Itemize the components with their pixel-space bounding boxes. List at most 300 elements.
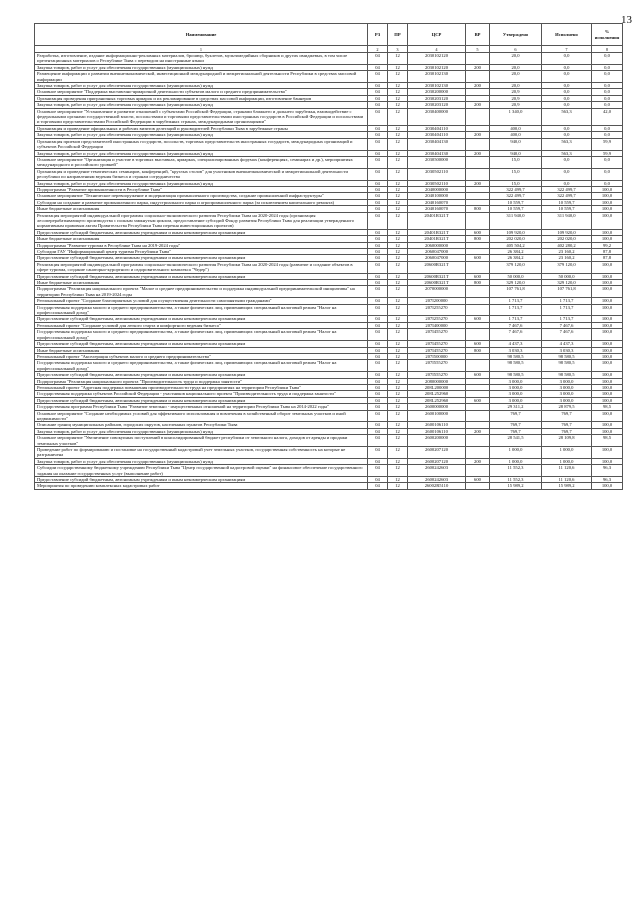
cell-name: Размещение информации о развитии внешнеэкономической, инвестиционной международной и межрегиональной деятельности Республики в средствах массовой информации bbox=[35, 71, 368, 83]
cell-pr: 12 bbox=[388, 410, 408, 422]
cell-approved: 10 559,7 bbox=[490, 206, 542, 212]
cell-rz: 04 bbox=[368, 372, 388, 378]
cell-approved: 1 000,0 bbox=[490, 447, 542, 459]
cell-csr: 207I255270 bbox=[408, 304, 466, 316]
cell-rz: 04 bbox=[368, 298, 388, 304]
cell-executed: 563,3 bbox=[542, 108, 592, 125]
cell-approved: 3 000,0 bbox=[490, 378, 542, 384]
cell-pr: 12 bbox=[388, 89, 408, 95]
cell-rz: 04 bbox=[368, 206, 388, 212]
cell-executed: 322 499,7 bbox=[542, 186, 592, 192]
cell-pr: 12 bbox=[388, 71, 408, 83]
cell-name: Предоставление субсидий бюджетным, автономным учреждениям и иным некоммерческим организациям bbox=[35, 477, 368, 483]
table-row bbox=[35, 108, 623, 125]
cell-percent: 100,0 bbox=[592, 378, 623, 384]
cell-name: Реализация мероприятий индивидуальной программы социально-экономического развития Республики Тыва на 2020-2024 годы (организация лесоперерабатывающего производства с полным замкнутым циклом, предоставление субсидий Фонду развития Республики Тыва для реализации утвержденного нормативным правовым актом Правительства Республики Тыва перечня инвестиционных проектов) bbox=[35, 212, 368, 229]
cell-percent: 0,0 bbox=[592, 132, 623, 138]
cell-executed: 11 120,6 bbox=[542, 477, 592, 483]
cell-rz: 04 bbox=[368, 186, 388, 192]
cell-vr: 800 bbox=[466, 236, 490, 242]
cell-executed: 1 713,7 bbox=[542, 298, 592, 304]
cell-csr: 2030404110 bbox=[408, 125, 466, 131]
cell-rz: 04 bbox=[368, 180, 388, 186]
cell-name: Организация и проведение тематических семинаров, конференций, "круглых столов" для участников внешнеэкономической и межрегиональной деятельности республики по направлениям ведения бизнеса и странам сотрудничества bbox=[35, 168, 368, 180]
cell-approved: 28 541,5 bbox=[490, 435, 542, 447]
cell-executed: 0,0 bbox=[542, 102, 592, 108]
cell-csr: 2040100000 bbox=[408, 193, 466, 199]
cell-rz: 04 bbox=[368, 249, 388, 255]
cell-csr: 2030502110 bbox=[408, 168, 466, 180]
cell-vr bbox=[466, 329, 490, 341]
cell-percent: 96,3 bbox=[592, 465, 623, 477]
cell-executed: 329 120,0 bbox=[542, 280, 592, 286]
cell-vr bbox=[466, 53, 490, 65]
cell-rz: 04 bbox=[368, 150, 388, 156]
cell-pr: 12 bbox=[388, 125, 408, 131]
cell-rz: 04 bbox=[368, 95, 388, 101]
cell-executed: 1 713,7 bbox=[542, 316, 592, 322]
cell-percent: 100,0 bbox=[592, 322, 623, 328]
cell-name: Предоставление субсидий бюджетным, автономным учреждениям и иным некоммерческим организациям bbox=[35, 255, 368, 261]
cell-pr: 12 bbox=[388, 428, 408, 434]
cell-executed: 3 000,0 bbox=[542, 378, 592, 384]
cell-rz: 04 bbox=[368, 435, 388, 447]
table-row bbox=[35, 286, 623, 298]
cell-csr: 2600100000 bbox=[408, 410, 466, 422]
cell-csr: 2030502110 bbox=[408, 180, 466, 186]
cell-name: Основное мероприятие "Создание необходимых условий для эффективного использования и вовлечения в хозяйственный оборот земельных участков и иной недвижимости" bbox=[35, 410, 368, 422]
cell-approved: 98 580,5 bbox=[490, 372, 542, 378]
cell-name: Предоставление субсидий бюджетным, автономным учреждениям и иным некоммерческим организациям bbox=[35, 372, 368, 378]
cell-vr: 200 bbox=[466, 83, 490, 89]
cell-pr: 12 bbox=[388, 53, 408, 65]
cell-percent: 87,8 bbox=[592, 249, 623, 255]
cell-csr: 2600207120 bbox=[408, 447, 466, 459]
cell-rz: 04 bbox=[368, 397, 388, 403]
cell-pr: 12 bbox=[388, 372, 408, 378]
cell-approved: 98 580,5 bbox=[490, 360, 542, 372]
cell-name: Государственная поддержка малого и среднего предпринимательства, а также физических лиц, применяющих специальный налоговый режим "Налог на профессиональный доход" bbox=[35, 304, 368, 316]
table-row bbox=[35, 304, 623, 316]
cell-executed: 28 109,8 bbox=[542, 435, 592, 447]
cell-pr: 12 bbox=[388, 391, 408, 397]
cell-name: Реализация мероприятий индивидуальной программы социально-экономического развития Республики Тыва на 2020-2024 годы (развитие и создание объектов в сфере туризма, создание санаторно-курортного и оздоровительного комплекса "Чедер") bbox=[35, 261, 368, 273]
cell-name: Закупка товаров, работ и услуг для обеспечения государственных (муниципальных) нужд bbox=[35, 180, 368, 186]
cell-vr: 200 bbox=[466, 428, 490, 434]
cell-approved: 7 467,6 bbox=[490, 322, 542, 328]
cell-approved: 940,0 bbox=[490, 138, 542, 150]
table-row bbox=[35, 329, 623, 341]
cell-vr: 600 bbox=[466, 273, 490, 279]
cell-name: Закупка товаров, работ и услуг для обеспечения государственных (муниципальных) нужд bbox=[35, 150, 368, 156]
cell-approved: 4 437,3 bbox=[490, 341, 542, 347]
cell-percent: 100,0 bbox=[592, 458, 623, 464]
cell-csr: 207I200000 bbox=[408, 298, 466, 304]
budget-table-sheet bbox=[34, 23, 622, 490]
cell-name: Основное мероприятие "Поддержка выставочно-ярмарочной деятельности субъектов малого и среднего предпринимательства" bbox=[35, 89, 368, 95]
cell-vr: 600 bbox=[466, 255, 490, 261]
cell-name: Основное мероприятие "Установление и развитие отношений с субъектами Российской Федерации, странами ближнего и дальнего зарубежья, взаимодействие с федеральными органами государственной власти, посольствами и торговыми представительствами иностранных государств в Российской Федерации и посольствами и торговыми представительствами Российской Федерации в зарубежных странах, международными организациями" bbox=[35, 108, 368, 125]
cell-executed: 0,0 bbox=[542, 168, 592, 180]
cell-percent: 100,0 bbox=[592, 236, 623, 242]
cell-approved: 1 340,0 bbox=[490, 108, 542, 125]
cell-vr: 600 bbox=[466, 372, 490, 378]
cell-name: Подпрограмма "Развитие промышленности в Республике Тыва" bbox=[35, 186, 368, 192]
cell-percent: 100,0 bbox=[592, 229, 623, 235]
cell-name: Региональный проект "Акселерация субъектов малого и среднего предпринимательства" bbox=[35, 353, 368, 359]
cell-csr: 2060047000 bbox=[408, 255, 466, 261]
cell-rz: 04 bbox=[368, 261, 388, 273]
cell-percent: 99,2 bbox=[592, 242, 623, 248]
cell-executed: 109 920,0 bbox=[542, 229, 592, 235]
cell-percent: 42,0 bbox=[592, 108, 623, 125]
cell-csr: 2060047000 bbox=[408, 249, 466, 255]
cell-rz: 04 bbox=[368, 280, 388, 286]
cell-vr: 800 bbox=[466, 347, 490, 353]
cell-rz: 04 bbox=[368, 125, 388, 131]
cell-csr: 2030404110 bbox=[408, 132, 466, 138]
cell-percent: 0,0 bbox=[592, 83, 623, 89]
cell-percent: 98,5 bbox=[592, 404, 623, 410]
cell-csr: 2030203120 bbox=[408, 102, 466, 108]
cell-pr: 12 bbox=[388, 304, 408, 316]
cell-percent: 100,0 bbox=[592, 286, 623, 298]
cell-percent: 0,0 bbox=[592, 125, 623, 131]
cell-executed: 322 499,7 bbox=[542, 193, 592, 199]
cell-rz: 04 bbox=[368, 458, 388, 464]
cell-rz: 04 bbox=[368, 465, 388, 477]
cell-csr: 20401R321T bbox=[408, 212, 466, 229]
cell-pr: 12 bbox=[388, 236, 408, 242]
cell-pr: 12 bbox=[388, 322, 408, 328]
cell-rz: 04 bbox=[368, 304, 388, 316]
cell-pr: 12 bbox=[388, 212, 408, 229]
cell-approved: 15 989,2 bbox=[490, 483, 542, 489]
cell-rz: 04 bbox=[368, 102, 388, 108]
cell-csr: 207I455270 bbox=[408, 329, 466, 341]
cell-vr: 200 bbox=[466, 64, 490, 70]
cell-approved: 20,9 bbox=[490, 95, 542, 101]
cell-vr bbox=[466, 71, 490, 83]
cell-percent: 98,5 bbox=[592, 435, 623, 447]
cell-approved: 15,0 bbox=[490, 156, 542, 168]
cell-executed: 0,0 bbox=[542, 71, 592, 83]
cell-csr: 2040160070 bbox=[408, 206, 466, 212]
cell-name: Предоставление субсидий бюджетным, автономным учреждениям и иным некоммерческим организациям bbox=[35, 273, 368, 279]
table-row bbox=[35, 71, 623, 83]
cell-executed: 7 467,6 bbox=[542, 322, 592, 328]
cell-rz: 04 bbox=[368, 83, 388, 89]
cell-pr: 12 bbox=[388, 286, 408, 298]
cell-pr: 12 bbox=[388, 242, 408, 248]
cell-percent: 100,0 bbox=[592, 193, 623, 199]
cell-pr: 12 bbox=[388, 316, 408, 322]
cell-csr: 2030102120 bbox=[408, 64, 466, 70]
cell-vr bbox=[466, 304, 490, 316]
cell-executed: 0,0 bbox=[542, 95, 592, 101]
header-number-5: 5 bbox=[466, 46, 490, 53]
cell-percent: 0,0 bbox=[592, 64, 623, 70]
cell-name: Субсидии ГАУ "Информационный центр туризма Республики Тыва" bbox=[35, 249, 368, 255]
cell-rz: 04 bbox=[368, 483, 388, 489]
cell-name: Региональный проект "Адресная поддержка повышения производительности труда на предприятиях на территории Республики Тыва" bbox=[35, 384, 368, 390]
cell-approved: 1 713,7 bbox=[490, 304, 542, 316]
cell-name: Иные бюджетные ассигнования bbox=[35, 236, 368, 242]
cell-approved: 26 384,2 bbox=[490, 249, 542, 255]
cell-executed: 3 000,0 bbox=[542, 384, 592, 390]
cell-rz: 04 bbox=[368, 322, 388, 328]
cell-pr: 12 bbox=[388, 273, 408, 279]
cell-rz: 04 bbox=[368, 236, 388, 242]
cell-pr: 12 bbox=[388, 138, 408, 150]
cell-rz: 04 bbox=[368, 360, 388, 372]
cell-csr: 26002R5110 bbox=[408, 483, 466, 489]
cell-executed: 769,7 bbox=[542, 410, 592, 422]
cell-pr: 12 bbox=[388, 229, 408, 235]
cell-approved: 769,7 bbox=[490, 422, 542, 428]
cell-pr: 12 bbox=[388, 95, 408, 101]
cell-csr: 2040000000 bbox=[408, 186, 466, 192]
cell-percent: 100,0 bbox=[592, 397, 623, 403]
cell-csr: 2600200000 bbox=[408, 435, 466, 447]
cell-name: Закупка товаров, работ и услуг для обеспечения государственных (муниципальных) нужд bbox=[35, 64, 368, 70]
cell-csr: 2600207120 bbox=[408, 458, 466, 464]
cell-name: Основное мероприятие "Организация и участие в торговых выставках, ярмарках, специализированных форумах (конференциях, семинарах и др.), мероприятиях международного и российского уровней" bbox=[35, 156, 368, 168]
cell-csr: 207I555270 bbox=[408, 372, 466, 378]
cell-percent: 59,9 bbox=[592, 138, 623, 150]
cell-approved: 20,0 bbox=[490, 53, 542, 65]
cell-rz: 04 bbox=[368, 199, 388, 205]
cell-vr: 600 bbox=[466, 316, 490, 322]
cell-name: Разработка, изготовление, издание информационно-рекламных материалов, брошюр, буклетов, мультимедийных сборников и других имиджевых, в том числе презентационных материалов о Республике Тыва с переводом на иностранные языки bbox=[35, 53, 368, 65]
cell-vr bbox=[466, 447, 490, 459]
cell-pr: 12 bbox=[388, 458, 408, 464]
cell-approved: 769,7 bbox=[490, 428, 542, 434]
cell-percent: 100,0 bbox=[592, 261, 623, 273]
cell-approved: 405 504,2 bbox=[490, 242, 542, 248]
cell-percent: 100,0 bbox=[592, 384, 623, 390]
cell-name: Закупка товаров, работ и услуг для обеспечения государственных (муниципальных) нужд bbox=[35, 83, 368, 89]
cell-approved: 107 761,8 bbox=[490, 286, 542, 298]
cell-approved: 11 552,3 bbox=[490, 465, 542, 477]
cell-name: Субсидии на создание и развитие промышленного парка, индустриального парка и агропромышленного парка (за исключением капитального ремонта) bbox=[35, 199, 368, 205]
cell-executed: 769,7 bbox=[542, 428, 592, 434]
table-row bbox=[35, 465, 623, 477]
cell-csr: 208L200000 bbox=[408, 384, 466, 390]
cell-name: Иные бюджетные ассигнования bbox=[35, 280, 368, 286]
cell-rz: 04 bbox=[368, 477, 388, 483]
cell-pr: 12 bbox=[388, 199, 408, 205]
header-number-8: 8 bbox=[592, 46, 623, 53]
cell-rz: 04 bbox=[368, 132, 388, 138]
cell-name: Организация приемов представителей иностранных государств, посольств, торговых представительств иностранных государств, международных организаций и субъектов Российской Федерации bbox=[35, 138, 368, 150]
cell-rz: 04 bbox=[368, 428, 388, 434]
cell-executed: 0,0 bbox=[542, 64, 592, 70]
cell-name: Организация проведения приграничных торговых ярмарок и их рекламирование в средствах массовой информации, изготовление баннеров bbox=[35, 95, 368, 101]
cell-percent: 100,0 bbox=[592, 316, 623, 322]
cell-rz: 04 bbox=[368, 273, 388, 279]
cell-csr: 20401R321T bbox=[408, 229, 466, 235]
cell-pr: 12 bbox=[388, 193, 408, 199]
cell-pr: 12 bbox=[388, 329, 408, 341]
cell-percent: 0,0 bbox=[592, 168, 623, 180]
cell-csr: 2040160070 bbox=[408, 199, 466, 205]
cell-vr: 200 bbox=[466, 458, 490, 464]
header-number-3: 3 bbox=[388, 46, 408, 53]
cell-csr: 2030102130 bbox=[408, 83, 466, 89]
cell-rz: 04 bbox=[368, 384, 388, 390]
cell-approved: 3 000,0 bbox=[490, 397, 542, 403]
cell-rz: 04 bbox=[368, 53, 388, 65]
cell-vr: 800 bbox=[466, 206, 490, 212]
header-approved: Утверждено bbox=[490, 24, 542, 46]
cell-approved: 11 552,3 bbox=[490, 477, 542, 483]
cell-name: Государственная поддержка субъектов Российской Федерации - участников национального проекта "Производительность труда и поддержка занятости" bbox=[35, 391, 368, 397]
cell-approved: 1 713,7 bbox=[490, 298, 542, 304]
cell-csr: 207I400000 bbox=[408, 322, 466, 328]
cell-approved: 15,0 bbox=[490, 180, 542, 186]
cell-csr: 2600242603 bbox=[408, 477, 466, 483]
cell-approved: 322 499,7 bbox=[490, 193, 542, 199]
cell-name: Иные бюджетные ассигнования bbox=[35, 347, 368, 353]
table-row bbox=[35, 168, 623, 180]
cell-pr: 12 bbox=[388, 261, 408, 273]
cell-name: Предоставление субсидий бюджетным, автономным учреждениям и иным некоммерческим организациям bbox=[35, 397, 368, 403]
header-number-4: 4 bbox=[408, 46, 466, 53]
cell-pr: 12 bbox=[388, 422, 408, 428]
cell-pr: 12 bbox=[388, 102, 408, 108]
cell-csr: 2600242603 bbox=[408, 465, 466, 477]
cell-pr: 12 bbox=[388, 156, 408, 168]
cell-vr bbox=[466, 212, 490, 229]
header-number-1: 1 bbox=[35, 46, 368, 53]
cell-approved: 1 000,0 bbox=[490, 458, 542, 464]
cell-csr: 207I255270 bbox=[408, 316, 466, 322]
cell-pr: 12 bbox=[388, 64, 408, 70]
cell-vr bbox=[466, 483, 490, 489]
table-body bbox=[35, 53, 623, 490]
cell-pr: 12 bbox=[388, 353, 408, 359]
cell-percent: 100,0 bbox=[592, 360, 623, 372]
cell-pr: 12 bbox=[388, 404, 408, 410]
cell-rz: 04 bbox=[368, 193, 388, 199]
cell-rz: 04 bbox=[368, 422, 388, 428]
cell-percent: 100,0 bbox=[592, 304, 623, 316]
cell-name: Подпрограмма "Реализация национального проекта "Производительность труда и поддержка занятости" bbox=[35, 378, 368, 384]
cell-percent: 0,0 bbox=[592, 71, 623, 83]
cell-approved: 3 000,0 bbox=[490, 391, 542, 397]
cell-executed: 4 437,3 bbox=[542, 341, 592, 347]
cell-executed: 98 580,5 bbox=[542, 353, 592, 359]
cell-approved: 400,0 bbox=[490, 132, 542, 138]
cell-percent: 100,0 bbox=[592, 206, 623, 212]
cell-vr: 200 bbox=[466, 132, 490, 138]
cell-pr: 12 bbox=[388, 83, 408, 89]
cell-rz: 04 bbox=[368, 410, 388, 422]
cell-name: Мероприятия по проведению комплексных кадастровых работ bbox=[35, 483, 368, 489]
cell-percent: 0,0 bbox=[592, 53, 623, 65]
cell-approved: 20,9 bbox=[490, 89, 542, 95]
cell-percent: 96,3 bbox=[592, 477, 623, 483]
cell-executed: 0,0 bbox=[542, 89, 592, 95]
cell-executed: 98 580,5 bbox=[542, 360, 592, 372]
cell-pr: 12 bbox=[388, 435, 408, 447]
cell-rz: 04 bbox=[368, 64, 388, 70]
budget-execution-table bbox=[34, 23, 623, 490]
cell-executed: 202 020,0 bbox=[542, 236, 592, 242]
cell-percent: 100,0 bbox=[592, 428, 623, 434]
cell-vr bbox=[466, 261, 490, 273]
cell-executed: 98 580,5 bbox=[542, 372, 592, 378]
cell-approved: 1 713,7 bbox=[490, 316, 542, 322]
cell-percent: 100,0 bbox=[592, 199, 623, 205]
cell-percent: 87,8 bbox=[592, 255, 623, 261]
cell-name: Проведение работ по формированию и постановке на государственный кадастровый учет земельных участков, государственная собственность на которые не разграничена bbox=[35, 447, 368, 459]
cell-executed: 1 713,7 bbox=[542, 304, 592, 316]
cell-pr: 12 bbox=[388, 280, 408, 286]
cell-rz: 04 bbox=[368, 378, 388, 384]
cell-vr: 600 bbox=[466, 397, 490, 403]
cell-pr: 12 bbox=[388, 465, 408, 477]
cell-executed: 0,0 bbox=[542, 125, 592, 131]
cell-percent: 100,0 bbox=[592, 483, 623, 489]
cell-name: Подпрограмма "Реализация национального проекта "Малое и среднее предпринимательство и поддержка индивидуальной предпринимательской инициативы" на территории Республики Тыва на 2019-2024 годы bbox=[35, 286, 368, 298]
cell-csr: 2030400000 bbox=[408, 108, 466, 125]
cell-rz: 04 bbox=[368, 329, 388, 341]
cell-name: Закупка товаров, работ и услуг для обеспечения государственных (муниципальных) нужд bbox=[35, 428, 368, 434]
cell-approved: 202 020,0 bbox=[490, 236, 542, 242]
cell-executed: 7 467,6 bbox=[542, 329, 592, 341]
header-number-6: 6 bbox=[490, 46, 542, 53]
cell-vr: 800 bbox=[466, 280, 490, 286]
cell-executed: 3 000,0 bbox=[542, 391, 592, 397]
cell-pr: 12 bbox=[388, 378, 408, 384]
cell-executed: 563,3 bbox=[542, 150, 592, 156]
table-row bbox=[35, 261, 623, 273]
cell-executed: 10 559,7 bbox=[542, 206, 592, 212]
cell-approved: 109 920,0 bbox=[490, 229, 542, 235]
cell-vr: 200 bbox=[466, 102, 490, 108]
cell-approved: 20,0 bbox=[490, 64, 542, 70]
cell-approved: 3 000,0 bbox=[490, 384, 542, 390]
cell-pr: 12 bbox=[388, 206, 408, 212]
cell-executed: 769,7 bbox=[542, 422, 592, 428]
cell-name: Предоставление субсидий бюджетным, автономным учреждениям и иным некоммерческим организациям bbox=[35, 316, 368, 322]
table-row bbox=[35, 483, 623, 489]
cell-csr: 2600000000 bbox=[408, 404, 466, 410]
cell-pr: 12 bbox=[388, 341, 408, 347]
cell-percent: 0,0 bbox=[592, 95, 623, 101]
cell-executed: 0,0 bbox=[542, 83, 592, 89]
cell-csr: 20600R321T bbox=[408, 273, 466, 279]
cell-csr: 2070000000 bbox=[408, 286, 466, 298]
cell-executed: 107 761,8 bbox=[542, 286, 592, 298]
cell-percent: 100,0 bbox=[592, 422, 623, 428]
cell-executed: 563,3 bbox=[542, 138, 592, 150]
header-pr: ПР bbox=[388, 24, 408, 46]
cell-approved: 98 580,5 bbox=[490, 353, 542, 359]
cell-rz: 04 bbox=[368, 447, 388, 459]
cell-approved: 3 030,3 bbox=[490, 347, 542, 353]
header-name: Наименование bbox=[35, 24, 368, 46]
cell-pr: 12 bbox=[388, 384, 408, 390]
cell-pr: 12 bbox=[388, 150, 408, 156]
cell-pr: 12 bbox=[388, 447, 408, 459]
cell-name: Иные бюджетные ассигнования bbox=[35, 206, 368, 212]
header-percent: % исполнения bbox=[592, 24, 623, 46]
cell-name: Региональный проект "Создание условий для легкого старта и комфортного ведения бизнеса" bbox=[35, 322, 368, 328]
cell-executed: 0,0 bbox=[542, 132, 592, 138]
